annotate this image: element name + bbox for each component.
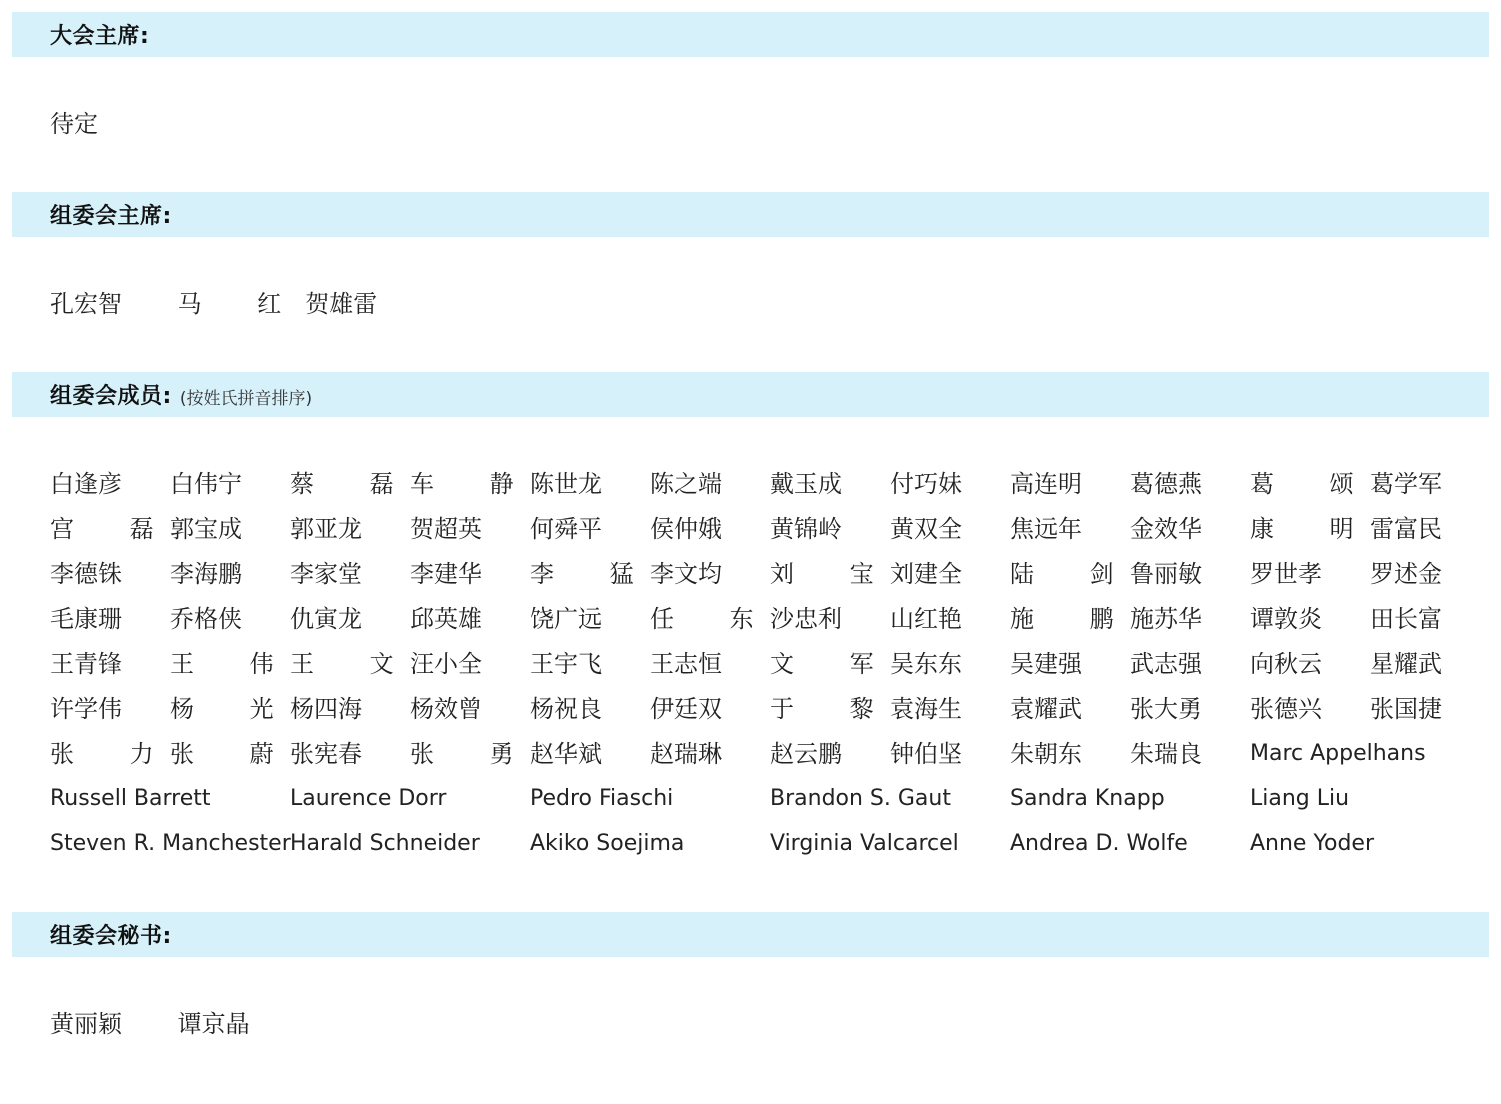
member-row bbox=[50, 736, 1490, 781]
member-name: 朱瑞良 bbox=[1130, 740, 1202, 768]
member-name: 星耀武 bbox=[1370, 650, 1442, 678]
member-row-english bbox=[50, 826, 1490, 871]
section-title-secretary: 组委会秘书: bbox=[50, 924, 172, 949]
member-name: 汪小全 bbox=[410, 650, 482, 678]
member-name: 邱英雄 bbox=[410, 605, 482, 633]
member-name: 毛康珊 bbox=[50, 605, 122, 633]
section-header-secretary bbox=[12, 912, 1489, 957]
member-name: 贺超英 bbox=[410, 515, 482, 543]
member-name: 葛学军 bbox=[1370, 470, 1442, 498]
member-row bbox=[50, 691, 1490, 736]
member-name: Russell Barrett bbox=[50, 786, 211, 811]
section-header-chair bbox=[12, 12, 1489, 57]
secretary-name: 谭京晶 bbox=[177, 1010, 250, 1038]
member-name: 戴玉成 bbox=[770, 470, 842, 498]
member-name: 田长富 bbox=[1370, 605, 1442, 633]
member-name: 许学伟 bbox=[50, 695, 122, 723]
member-name: 杨 光 bbox=[170, 695, 298, 723]
member-row bbox=[50, 511, 1490, 556]
member-name: Sandra Knapp bbox=[1010, 786, 1165, 811]
member-name: 谭敦炎 bbox=[1250, 605, 1322, 633]
member-row bbox=[50, 601, 1490, 646]
member-name: 李家堂 bbox=[290, 560, 362, 588]
member-name: 张国捷 bbox=[1370, 695, 1442, 723]
member-name: 王 文 bbox=[290, 650, 418, 678]
member-name: 李建华 bbox=[410, 560, 482, 588]
member-name: Brandon S. Gaut bbox=[770, 786, 951, 811]
member-name: 付巧妹 bbox=[890, 470, 962, 498]
member-name: 李德铢 bbox=[50, 560, 122, 588]
committee-chair-name: 贺雄雷 bbox=[305, 290, 378, 318]
member-name: Andrea D. Wolfe bbox=[1010, 831, 1188, 856]
member-row bbox=[50, 646, 1490, 691]
member-name: 宫 磊 bbox=[50, 515, 178, 543]
member-name: Anne Yoder bbox=[1250, 831, 1374, 856]
member-name: 焦远年 bbox=[1010, 515, 1082, 543]
section-title-committee-members: 组委会成员: bbox=[50, 384, 172, 409]
member-name: 李海鹏 bbox=[170, 560, 242, 588]
member-name: 张 勇 bbox=[410, 740, 538, 768]
member-name: 罗述金 bbox=[1370, 560, 1442, 588]
chair-name: 待定 bbox=[50, 110, 98, 138]
member-name: 饶广远 bbox=[530, 605, 602, 633]
chair-names bbox=[50, 108, 170, 140]
member-row bbox=[50, 466, 1490, 511]
member-name: 鲁丽敏 bbox=[1130, 560, 1202, 588]
member-name: 王宇飞 bbox=[530, 650, 602, 678]
member-name: 康 明 bbox=[1250, 515, 1378, 543]
member-name: 袁耀武 bbox=[1010, 695, 1082, 723]
member-name: Laurence Dorr bbox=[290, 786, 447, 811]
member-name: 金效华 bbox=[1130, 515, 1202, 543]
member-name: 黄双全 bbox=[890, 515, 962, 543]
member-name: 向秋云 bbox=[1250, 650, 1322, 678]
member-name: 赵瑞琳 bbox=[650, 740, 722, 768]
member-name: 雷富民 bbox=[1370, 515, 1442, 543]
committee-members-grid bbox=[50, 466, 1490, 871]
member-name: 伊廷双 bbox=[650, 695, 722, 723]
member-name: 蔡 磊 bbox=[290, 470, 418, 498]
member-name: 武志强 bbox=[1130, 650, 1202, 678]
member-name: 于 黎 bbox=[770, 695, 898, 723]
member-name: 罗世孝 bbox=[1250, 560, 1322, 588]
member-name: 张 力 bbox=[50, 740, 178, 768]
member-name: 赵华斌 bbox=[530, 740, 602, 768]
member-name: 白伟宁 bbox=[170, 470, 242, 498]
member-name: 李文均 bbox=[650, 560, 722, 588]
member-name: 刘建全 bbox=[890, 560, 962, 588]
committee-chair-name: 孔宏智 bbox=[50, 290, 122, 318]
member-name: Harald Schneider bbox=[290, 831, 480, 856]
member-name: 杨祝良 bbox=[530, 695, 602, 723]
member-name: Virginia Valcarcel bbox=[770, 831, 959, 856]
section-header-committee-members bbox=[12, 372, 1489, 417]
member-name: 任 东 bbox=[650, 605, 778, 633]
committee-chair-names bbox=[50, 288, 425, 320]
member-name: 杨效曾 bbox=[410, 695, 482, 723]
member-name: 高连明 bbox=[1010, 470, 1082, 498]
member-name: 郭宝成 bbox=[170, 515, 242, 543]
member-name: 何舜平 bbox=[530, 515, 602, 543]
member-name: 乔格侠 bbox=[170, 605, 242, 633]
member-name: 葛 颂 bbox=[1250, 470, 1378, 498]
member-name: 袁海生 bbox=[890, 695, 962, 723]
member-name: 张 蔚 bbox=[170, 740, 298, 768]
member-name: 侯仲娥 bbox=[650, 515, 722, 543]
member-name: 张德兴 bbox=[1250, 695, 1322, 723]
member-name: 仇寅龙 bbox=[290, 605, 362, 633]
member-name: 王青锋 bbox=[50, 650, 122, 678]
member-name: 吴东东 bbox=[890, 650, 962, 678]
member-name: 刘 宝 bbox=[770, 560, 898, 588]
member-name: 陈世龙 bbox=[530, 470, 602, 498]
member-name: 黄锦岭 bbox=[770, 515, 842, 543]
sort-note: (按姓氏拼音排序) bbox=[179, 388, 313, 409]
member-name: 杨四海 bbox=[290, 695, 362, 723]
member-name: 山红艳 bbox=[890, 605, 962, 633]
member-row-english bbox=[50, 781, 1490, 826]
member-name: 王志恒 bbox=[650, 650, 722, 678]
section-title-chair: 大会主席: bbox=[50, 24, 150, 49]
secretary-name: 黄丽颖 bbox=[50, 1010, 122, 1038]
member-name: 吴建强 bbox=[1010, 650, 1082, 678]
member-name: Marc Appelhans bbox=[1250, 741, 1426, 766]
member-name: 施 鹏 bbox=[1010, 605, 1138, 633]
member-name: 白逢彦 bbox=[50, 470, 122, 498]
secretary-names bbox=[50, 1008, 298, 1040]
member-name: 陈之端 bbox=[650, 470, 722, 498]
member-name: Pedro Fiaschi bbox=[530, 786, 674, 811]
section-header-committee-chair bbox=[12, 192, 1489, 237]
member-name: 沙忠利 bbox=[770, 605, 842, 633]
section-title-committee-chair: 组委会主席: bbox=[50, 204, 172, 229]
member-name: 赵云鹏 bbox=[770, 740, 842, 768]
member-name: Liang Liu bbox=[1250, 786, 1350, 811]
member-name: 李 猛 bbox=[530, 560, 658, 588]
member-row bbox=[50, 556, 1490, 601]
member-name: Steven R. Manchester bbox=[50, 831, 291, 856]
member-name: 车 静 bbox=[410, 470, 538, 498]
member-name: 朱朝东 bbox=[1010, 740, 1082, 768]
member-name: 王 伟 bbox=[170, 650, 298, 678]
member-name: 施苏华 bbox=[1130, 605, 1202, 633]
member-name: 郭亚龙 bbox=[290, 515, 362, 543]
member-name: 张宪春 bbox=[290, 740, 362, 768]
member-name: Akiko Soejima bbox=[530, 831, 685, 856]
member-name: 葛德燕 bbox=[1130, 470, 1202, 498]
member-name: 文 军 bbox=[770, 650, 898, 678]
committee-chair-name: 马 红 bbox=[177, 290, 306, 318]
member-name: 张大勇 bbox=[1130, 695, 1202, 723]
member-name: 钟伯坚 bbox=[890, 740, 962, 768]
member-name: 陆 剑 bbox=[1010, 560, 1138, 588]
